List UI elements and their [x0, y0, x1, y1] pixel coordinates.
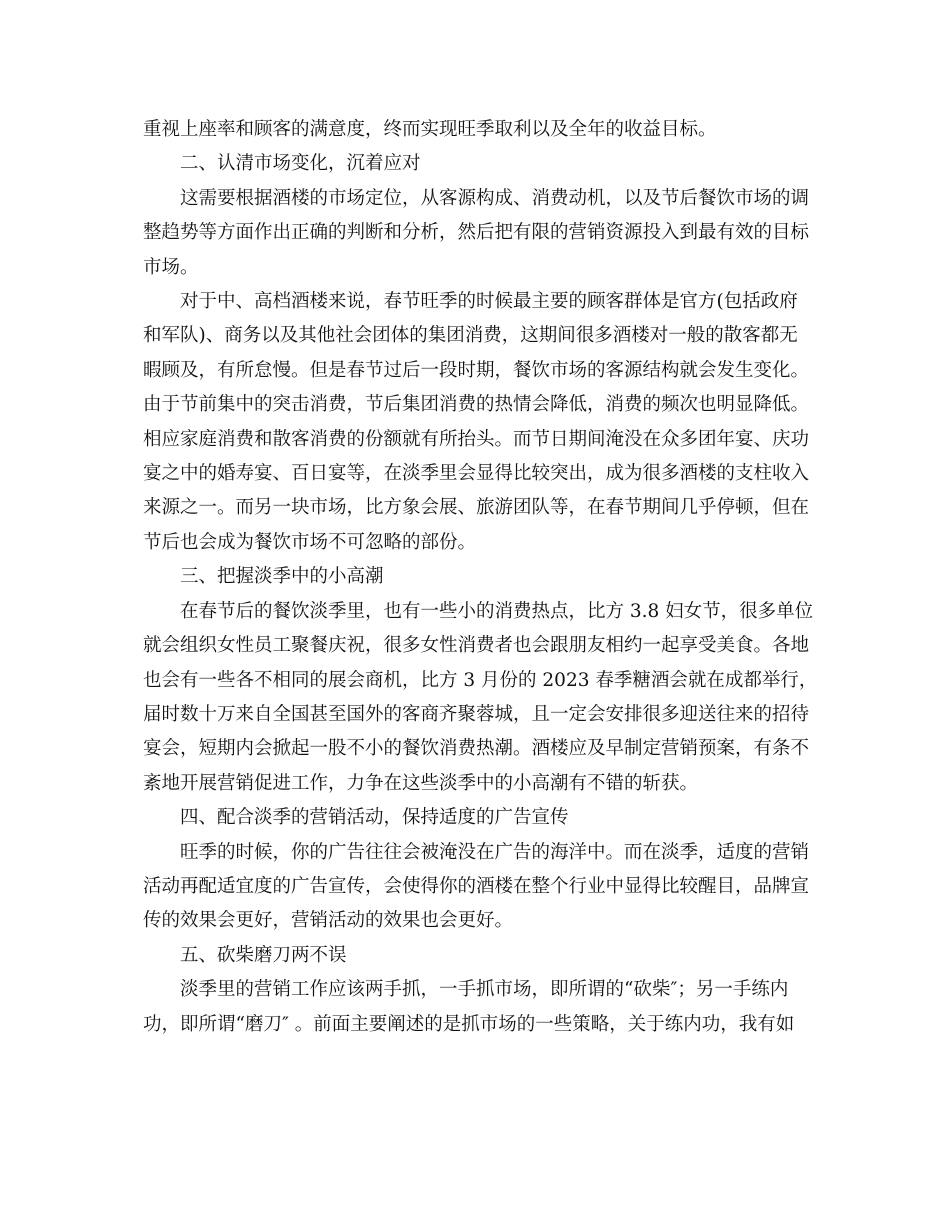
section-heading: 五、砍柴磨刀两不误 [180, 944, 347, 966]
text-line: 整趋势等方面作出正确的判断和分析，然后把有限的营销资源投入到最有效的目标 [143, 222, 810, 244]
text-line: 在春节后的餐饮淡季里，也有一些小的消费热点，比方 3.8 妇女节，很多单位 [180, 600, 814, 622]
text-line: 功，即所谓“磨刀″ 。前面主要阐述的是抓市场的一些策略，关于练内功，我有如 [143, 1013, 795, 1035]
text-line: 也会有一些各不相同的展会商机，比方 3 月份的 2023 春季糖酒会就在成都举行， [143, 669, 818, 691]
text-line: 由于节前集中的突击消费，节后集团消费的热情会降低，消费的频次也明显降低。 [143, 394, 810, 416]
text-line: 宴之中的婚寿宴、百日宴等，在淡季里会显得比较突出，成为很多酒楼的支柱收入 [143, 463, 810, 485]
text-line: 市场。 [143, 256, 199, 278]
text-line: 节后也会成为餐饮市场不可忽略的部份。 [143, 531, 477, 553]
section-heading: 四、配合淡季的营销活动，保持适度的广告宣传 [180, 807, 569, 829]
section-heading: 三、把握淡季中的小高潮 [180, 566, 384, 588]
text-line: 暇顾及，有所怠慢。但是春节过后一段时期，餐饮市场的客源结构就会发生变化。 [143, 359, 810, 381]
text-line: 和军队)、商务以及其他社会团体的集团消费，这期间很多酒楼对一般的散客都无 [143, 325, 798, 347]
text-line: 相应家庭消费和散客消费的份额就有所抬头。而节日期间淹没在众多团年宴、庆功 [143, 428, 810, 450]
document-body [143, 113, 818, 1042]
text-line: 届时数十万来自全国甚至国外的客商齐聚蓉城，且一定会安排很多迎送往来的招待 [143, 703, 810, 725]
text-line: 对于中、高档酒楼来说，春节旺季的时候最主要的顾客群体是官方(包括政府 [180, 291, 798, 313]
text-line: 这需要根据酒楼的市场定位，从客源构成、消费动机，以及节后餐饮市场的调 [180, 187, 810, 209]
text-line: 传的效果会更好，营销活动的效果也会更好。 [143, 910, 514, 932]
text-line: 来源之一。而另一块市场，比方象会展、旅游团队等，在春节期间几乎停顿，但在 [143, 497, 810, 519]
text-line: 紊地开展营销促进工作，力争在这些淡季中的小高潮有不错的斩获。 [143, 772, 699, 794]
text-line: 淡季里的营销工作应该两手抓，一手抓市场，即所谓的“砍柴″；另一手练内 [180, 979, 789, 1001]
text-line: 旺季的时候，你的广告往往会被淹没在广告的海洋中。而在淡季，适度的营销 [180, 841, 810, 863]
section-heading: 二、认清市场变化，沉着应对 [180, 153, 421, 175]
text-line: 重视上座率和顾客的满意度，终而实现旺季取利以及全年的收益目标。 [143, 119, 717, 140]
text-line: 就会组织女性员工聚餐庆祝，很多女性消费者也会跟朋友相约一起享受美食。各地 [143, 635, 810, 657]
text-line: 宴会，短期内会掀起一股不小的餐饮消费热潮。酒楼应及早制定营销预案，有条不 [143, 738, 810, 760]
text-line: 活动再配适宜度的广告宣传，会使得你的酒楼在整个行业中显得比较醒目，品牌宣 [143, 875, 810, 897]
